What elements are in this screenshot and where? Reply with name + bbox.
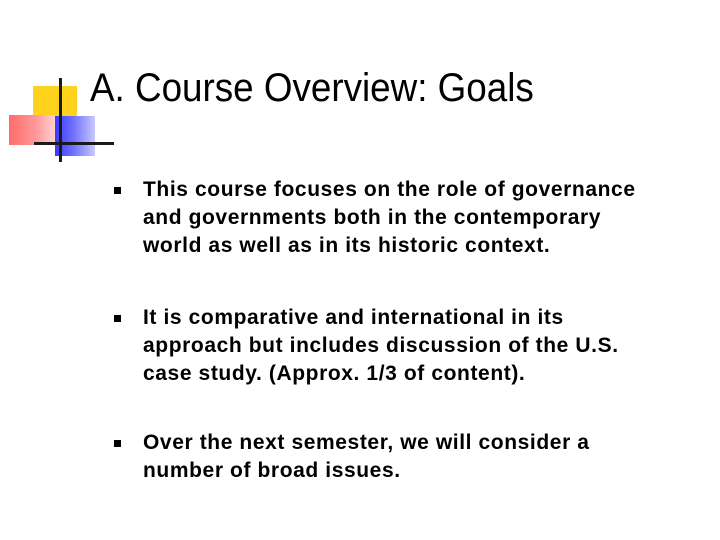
square-bullet-icon <box>114 187 121 194</box>
bullet-text: It is comparative and international in its approach but includes discussion of the U.S. case study. (Approx. 1/3 of content). <box>143 306 619 385</box>
slide-title: A. Course Overview: Goals <box>90 66 534 110</box>
square-bullet-icon <box>114 315 121 322</box>
bullet-text: Over the next semester, we will consider a number of broad issues. <box>143 431 590 482</box>
square-bullet-icon <box>114 440 121 447</box>
bullet-text: This course focuses on the role of governance and governments both in the contemporary world as well as in its historic context. <box>143 178 636 257</box>
